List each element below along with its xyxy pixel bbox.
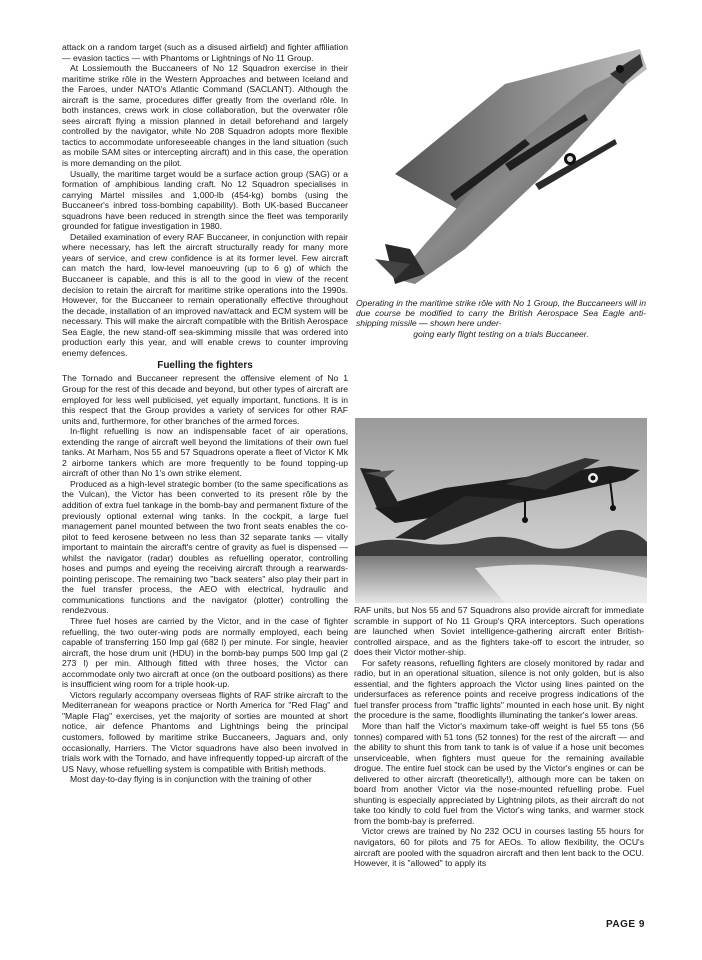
buccaneer-takeoff-image	[355, 418, 647, 603]
paragraph: Three fuel hoses are carried by the Victor, and in the case of fighter refuelling, the two outer-wing pods are normally employed, each being capable of transferring 150 Imp gal (682 l) per minute. For single, heavier aircraft, the hose drum unit (HDU) in the bomb-bay pumps 500 Imp gal (2 273 l) per min. Although fitted with three hoses, the Victor can accommodate only two aircraft at once (on the outboard positions) as there is insufficient wing room for a triple hook-up.	[62, 615, 348, 690]
paragraph: At Lossiemouth the Buccaneers of No 12 Squadron exercise in their maritime strike rôle in the Western Approaches and between Iceland and the Faroes, under NATO's Atlantic Command (SACLANT). Although the aircraft is the same, procedures differ greatly from the overland rôle. In both instances, crews work in close collaboration, but the overwater rôle sees aircraft flying a mission planned in detail beforehand and largely controlled by the navigator, while No 208 Squadron adopts more flexible tactics to accommodate unforeseeable changes in the land situation (such as mobile SAM sites or intercepting aircraft) and in this case, the operation is more demanding on the pilot.	[62, 63, 348, 169]
paragraph: Usually, the maritime target would be a surface action group (SAG) or a formation of amphibious landing craft. No 12 Squadron specialises in carrying Martel missiles and 1,000-lb (454-kg) bombs (using the Buccaneer's inbred toss-bombing capability). Both UK-based Buccaneer squadrons have been reduced in strength since the fleet was temporarily grounded for fatigue investigation in 1980.	[62, 168, 348, 232]
paragraph: Produced as a high-level strategic bomber (to the same specifications as the Vulcan), the Victor has been converted to its present rôle by the addition of extra fuel tankage in the bomb-bay and permanent fixture of the previously optional external wing tanks. In the cockpit, a large fuel management panel mounted between the two front seats enables the co-pilot to feed kerosene between no less than 32 separate tanks — vitally important to maintain the aircraft's centre of gravity as fuel is dispensed — whilst the navigator (radar) doubles as refuelling operator, controlling hoses and pumps and eyeing the receiving aircraft through a rearwards-pointing periscope. The remaining two "back seaters" also play their part in the fuel transfer process, the AEO with electrical, hydraulic and communications functions and the navigator (plotter) controlling the rendezvous.	[62, 478, 348, 616]
paragraph: Detailed examination of every RAF Buccaneer, in conjunction with repair where necessary, has left the aircraft structurally ready for many more years of service, and crew confidence is at its former level. Few aircraft can match the hard, low-level manoeuvring (up to 6 g) of which the Buccaneer is capable, and this is all to the good in view of the recent decision to retain the aircraft for maritime strike operations into the 1990s. However, for the Buccaneer to remain operationally effective throughout the decade, installation of an improved nav/attack and ECM system will be necessary. This will make the aircraft compatible with the British Aerospace Sea Eagle, the new stand-off sea-skimming missile that was ordered into production early this year, and will enable crews to counter improving enemy defences.	[62, 231, 348, 358]
right-column	[354, 605, 644, 869]
paragraph: Most day-to-day flying is in conjunction with the training of other	[70, 774, 312, 785]
paragraph: RAF units, but Nos 55 and 57 Squadrons also provide aircraft for immediate scramble in support of No 11 Group's QRA interceptors. Such operations are launched when Soviet intelligence-gathering aircraft enter British-controlled airspace, and as the fighters take-off to escort the intruder, so does their Victor mother-ship.	[354, 605, 644, 658]
paragraph: For safety reasons, refuelling fighters are closely monitored by radar and radio, but in an operational situation, silence is not only golden, but is also essential, and the fighters approach the Victor using lines painted on the undersurfaces as reference points and receive progress indications of the fuel transfer process from "traffic lights" mounted in each hose unit. By night the procedure is the same, floodlights illuminating the tanker's lower areas.	[354, 657, 644, 721]
page-number: PAGE 9	[606, 919, 645, 930]
paragraph: In-flight refuelling is now an indispensable facet of air operations, extending the range of aircraft well beyond the limitations of their own fuel tanks. At Marham, Nos 55 and 57 Squadrons operate a fleet of Victor K Mk 2 airborne tankers which are more frequently to be found topping-up aircraft of other than No 1's own strike element.	[62, 426, 348, 479]
buccaneer-sea-eagle-photo	[355, 44, 647, 294]
caption-last-line: going early flight testing on a trials Buccaneer.	[413, 328, 589, 339]
buccaneer-runway-photo	[355, 418, 647, 603]
paragraph: attack on a random target (such as a disused airfield) and fighter affiliation — evasion tactics — with Phantoms or Lightnings of No 11 Group.	[62, 42, 348, 63]
paragraph: Victors regularly accompany overseas flights of RAF strike aircraft to the Mediterranean for weapons practice or North America for "Red Flag" and "Maple Flag" exercises, yet the majority of sorties are mounted at short notice, air defence Phantoms and Lightnings being the principal customers, followed by maritime strike Buccaneers, Jaguars and, only occasionally, Harriers. The Victor squadrons have also been involved in trials work with the Tornado, and have infrequently topped-up aircraft of the US Navy, whose refuelling system is compatible with British methods.	[62, 689, 348, 774]
left-column	[62, 42, 348, 785]
photo-caption	[356, 298, 646, 339]
paragraph: Victor crews are trained by No 232 OCU in courses lasting 55 hours for navigators, 60 for pilots and 75 for AEOs. To allow flexibility, the OCU's aircraft are pooled with the squadron aircraft and then lent back to the OCU. However, it is "allowed" to apply its	[354, 826, 644, 869]
paragraph: More than half the Victor's maximum take-off weight is fuel 55 tons (56 tonnes) compared with 51 tons (52 tonnes) for the rest of the aircraft — and the ability to shunt this from tank to tank is of value if a hose unit becomes unserviceable, when fighters must queue for the remaining available drogue. The entire fuel stock can be used by the Victor's engines or can be delivered to other aircraft (theoretically!), although more can be taken on board from another Victor via the nose-mounted refuelling probe. Fuel shunting is especially appreciated by Lightning pilots, as their aircraft do not take too kindly to cold fuel from the Victor's wing tanks, and warmer stock from the bomb-bay is preferred.	[354, 721, 644, 826]
caption-text: Operating in the maritime strike rôle with No 1 Group, the Buccaneers will in due course be modified to carry the British Aerospace Sea Eagle anti-shipping missile — shown here under-	[356, 298, 646, 329]
buccaneer-inflight-image	[355, 44, 647, 294]
section-heading: Fuelling the fighters	[157, 360, 253, 372]
paragraph: The Tornado and Buccaneer represent the offensive element of No 1 Group for the rest of this decade and beyond, but other types of aircraft are employed for less well publicised, yet equally important, functions. It is in this respect that the Group provides a variety of services for other RAF units and, furthermore, for other branches of the armed forces.	[62, 373, 348, 426]
